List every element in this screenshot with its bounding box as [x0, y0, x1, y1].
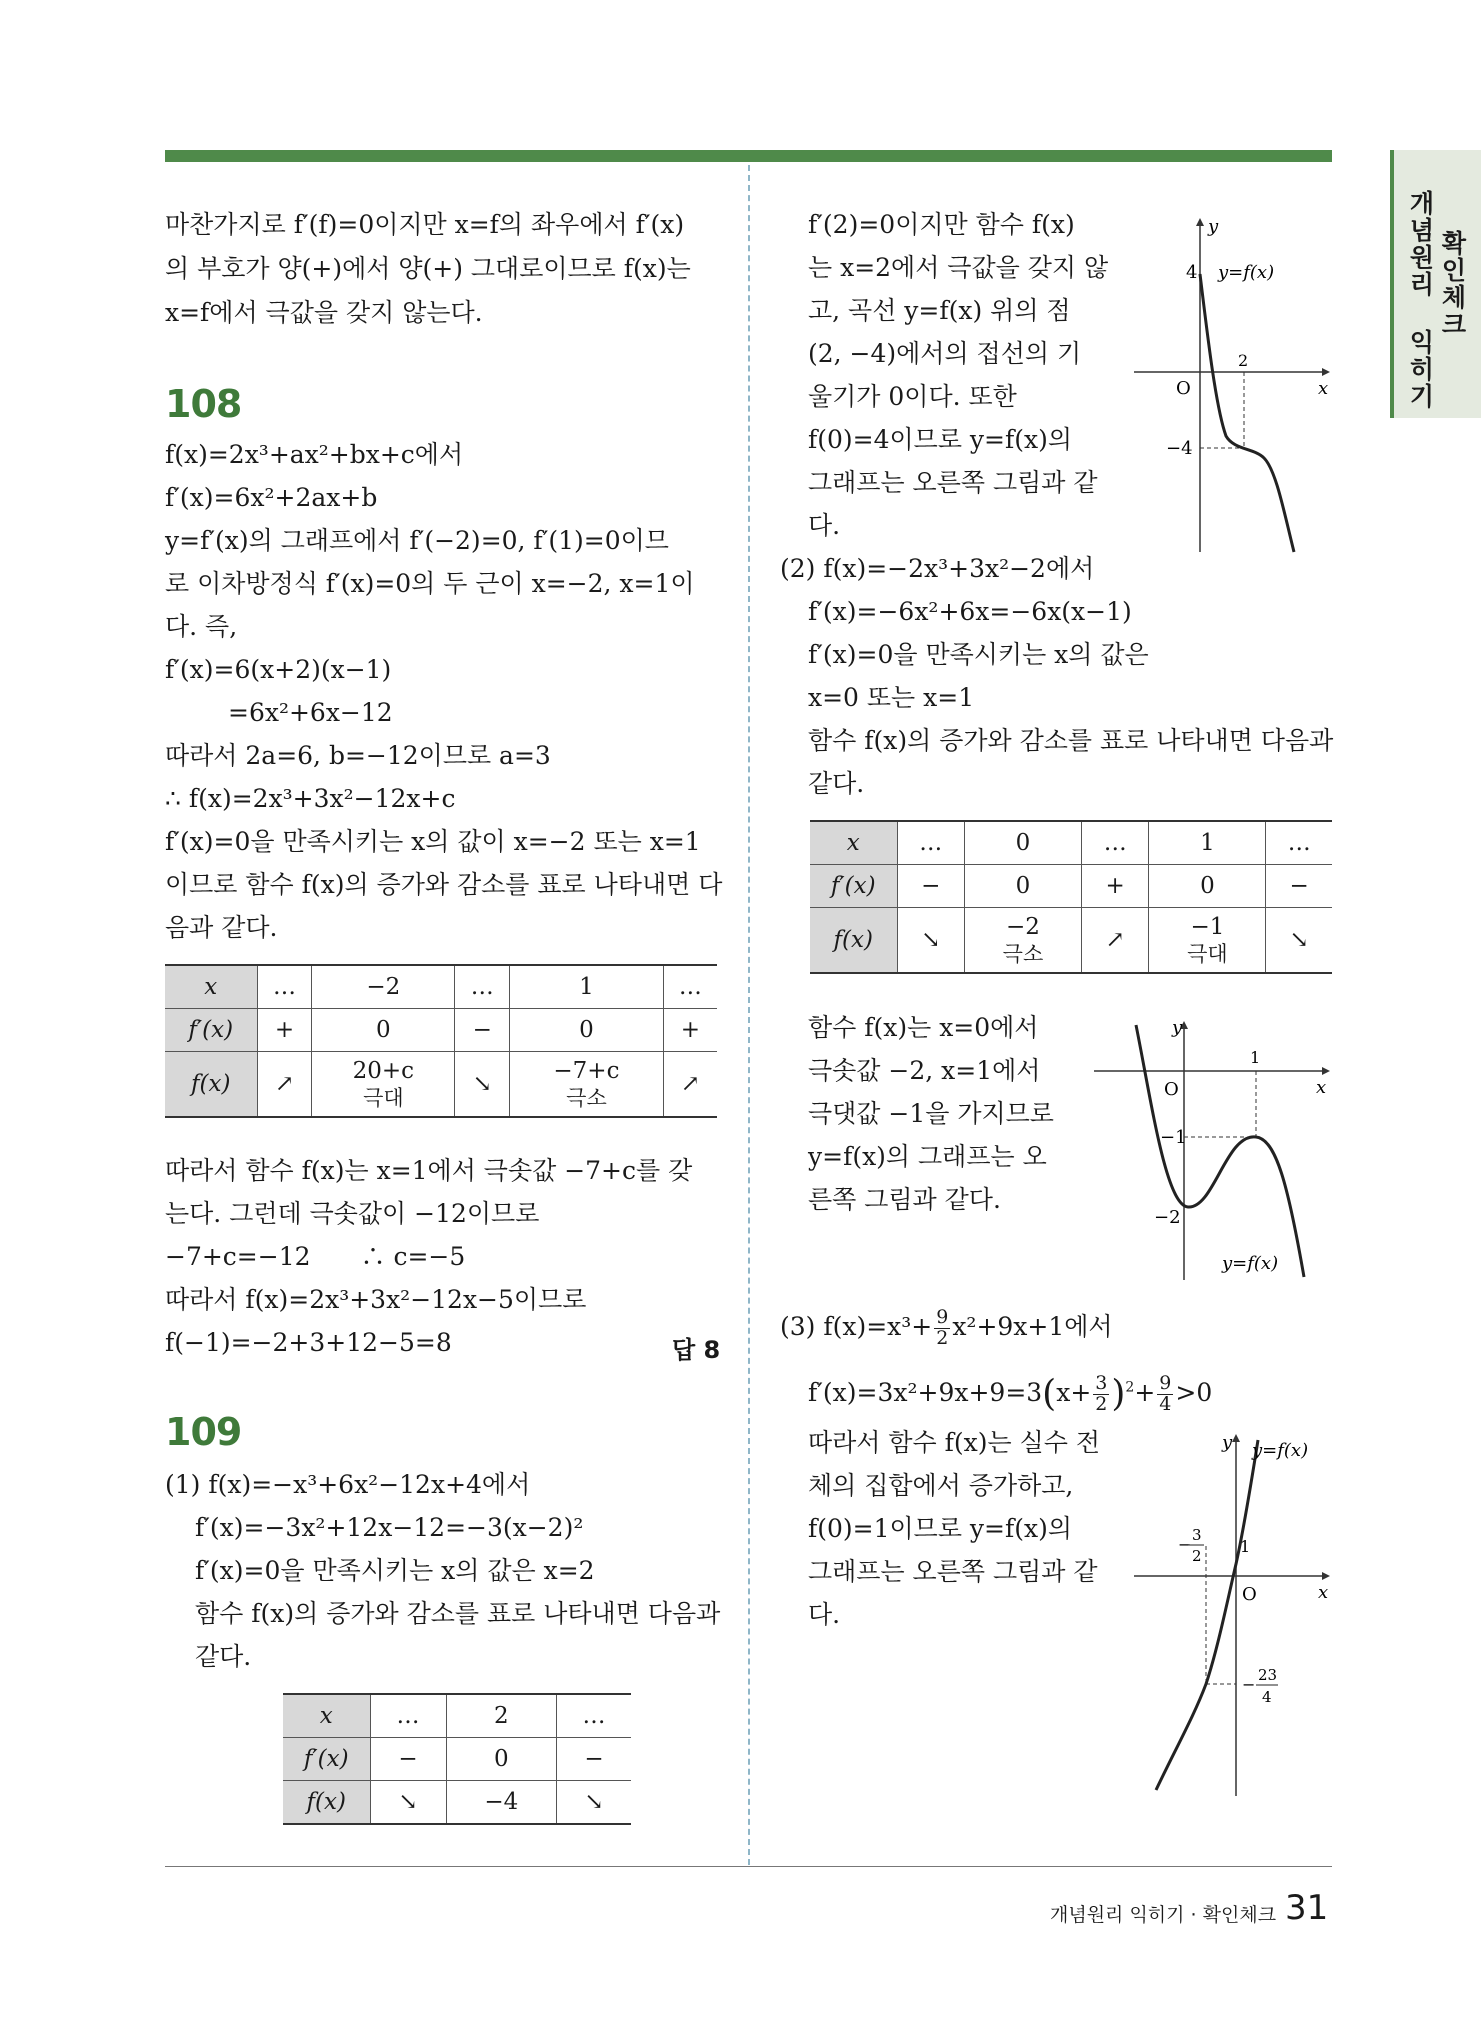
solution-line: 함수 f(x)의 증가와 감소를 표로 나타내면 다음과 [195, 1599, 721, 1628]
table-cell [1149, 908, 1266, 974]
tick-label: 1 [1250, 1048, 1261, 1067]
table-cell: f(x) [283, 1781, 370, 1825]
solution-line: 따라서 함수 f(x)는 x=1에서 극솟값 −7+c를 갖 [165, 1156, 693, 1185]
solution-line: 음과 같다. [165, 913, 278, 942]
formula-text: >0 [1175, 1377, 1213, 1407]
table-cell: … [370, 1694, 446, 1738]
intro-line: 마찬가지로 f′(f)=0이지만 x=f의 좌우에서 f′(x) [165, 210, 685, 239]
table-cell: x [165, 965, 257, 1009]
table-cell: 0 [446, 1738, 557, 1781]
solution-line: 그래프는 오른쪽 그림과 같 [808, 468, 1098, 497]
solution-line: (2) f(x)=−2x³+3x²−2에서 [780, 554, 1095, 583]
problem-number-109: 109 [165, 1410, 242, 1454]
curve [1156, 1440, 1258, 1790]
cell-value: −2 [1006, 913, 1040, 940]
x-axis-arrow [1322, 1572, 1330, 1580]
table-cell: x [283, 1694, 370, 1738]
table-cell: − [455, 1009, 510, 1052]
tick-fraction-den: 2 [1192, 1547, 1202, 1565]
table-cell: − [557, 1738, 631, 1781]
curve-label: y=f(x) [1222, 1253, 1279, 1274]
solution-line: f′(x)=−6x²+6x=−6x(x−1) [808, 597, 1132, 626]
table-cell: 2 [446, 1694, 557, 1738]
table-cell: f′(x) [165, 1009, 257, 1052]
solution-line: −7+c=−12 ∴ c=−5 [165, 1242, 466, 1271]
solution-line: y=f′(x)의 그래프에서 f′(−2)=0, f′(1)=0이므 [165, 526, 669, 555]
origin-label: O [1242, 1584, 1257, 1605]
solution-line: 그래프는 오른쪽 그림과 같 [808, 1557, 1098, 1586]
y-axis-arrow [1232, 1434, 1240, 1442]
solution-line: f′(x)=6(x+2)(x−1) [165, 655, 392, 684]
side-tab [1390, 150, 1481, 418]
intro-line: x=f에서 극값을 갖지 않는다. [165, 298, 483, 327]
cell-value: −1 [1190, 913, 1225, 940]
table-cell: ↗ [663, 1052, 717, 1118]
x-label: x [1318, 378, 1329, 399]
top-green-bar [165, 150, 1332, 162]
solution-line: f′(x)=0을 만족시키는 x의 값은 x=2 [195, 1556, 595, 1585]
solution-line: 따라서 함수 f(x)는 실수 전 [808, 1428, 1100, 1457]
x-label: x [1316, 1077, 1327, 1098]
y-axis-arrow [1196, 218, 1204, 226]
solution-line [808, 1374, 1212, 1415]
table-cell: 0 [965, 821, 1082, 865]
tick-fraction-num: 3 [1192, 1526, 1202, 1544]
origin-label: O [1164, 1079, 1179, 1100]
solution-line: f(0)=1이므로 y=f(x)의 [808, 1514, 1072, 1543]
table-cell: + [1081, 865, 1149, 908]
exponent: 2 [1125, 1379, 1135, 1396]
table-cell: … [663, 965, 717, 1009]
tick-label: 4 [1186, 262, 1198, 283]
tick-fraction-num: 23 [1258, 1666, 1278, 1684]
solution-line: 다. [808, 1600, 841, 1629]
table-cell: x [810, 821, 897, 865]
formula-text: + [1134, 1377, 1156, 1407]
table-cell: … [455, 965, 510, 1009]
solution-line: 다. [808, 511, 841, 540]
tick-fraction-den: 4 [1262, 1688, 1272, 1706]
tick-sign: − [1178, 1535, 1192, 1554]
solution-line: 따라서 f(x)=2x³+3x²−12x−5이므로 [165, 1285, 587, 1314]
y-label: y [1172, 1017, 1183, 1038]
table-cell: 0 [510, 1009, 663, 1052]
table-cell: f(x) [165, 1052, 257, 1118]
x-axis-arrow [1322, 1067, 1330, 1075]
solution-line: 같다. [808, 769, 865, 798]
cell-value: 20+c [352, 1057, 415, 1084]
solution-line: 따라서 2a=6, b=−12이므로 a=3 [165, 741, 551, 770]
table-cell: ↘ [1266, 908, 1332, 974]
fraction-denominator: 2 [936, 1326, 949, 1349]
table-cell [510, 1052, 663, 1118]
solution-line: f′(x)=0을 만족시키는 x의 값이 x=−2 또는 x=1 [165, 827, 701, 856]
table-cell: f′(x) [810, 865, 897, 908]
intro-line: 의 부호가 양(+)에서 양(+) 그대로이므로 f(x)는 [165, 254, 691, 283]
fraction [1157, 1374, 1173, 1415]
solution-line: 극솟값 −2, x=1에서 [808, 1056, 1041, 1085]
fraction-numerator: 9 [936, 1306, 949, 1328]
table-cell: ↘ [557, 1781, 631, 1825]
variation-table-108 [165, 964, 717, 1118]
tick-label: −1 [1160, 1127, 1187, 1148]
fraction-numerator: 3 [1095, 1372, 1108, 1394]
fraction-denominator: 2 [1095, 1392, 1108, 1415]
paren-close: ) [1111, 1373, 1126, 1415]
table-cell: … [557, 1694, 631, 1738]
curve-label: y=f(x) [1218, 262, 1275, 283]
footer-text: 개념원리 익히기 · 확인체크 [1050, 1904, 1277, 1926]
solution-line: 로 이차방정식 f′(x)=0의 두 근이 x=−2, x=1이 [165, 569, 695, 598]
solution-line: 다. 즉, [165, 612, 238, 641]
solution-line: y=f(x)의 그래프는 오 [808, 1142, 1047, 1171]
table-cell: − [1266, 865, 1332, 908]
table-cell: −2 [312, 965, 455, 1009]
table-cell: 0 [1149, 865, 1266, 908]
cell-value: −7+c [553, 1057, 620, 1084]
table-cell: f′(x) [283, 1738, 370, 1781]
tick-label: −2 [1154, 1207, 1181, 1228]
solution-line: 극댓값 −1을 가지므로 [808, 1099, 1054, 1128]
table-cell: f(x) [810, 908, 897, 974]
solution-line: f(x)=2x³+ax²+bx+c에서 [165, 440, 464, 469]
solution-line: f(0)=4이므로 y=f(x)의 [808, 425, 1072, 454]
table-cell: … [1081, 821, 1149, 865]
footer-rule [165, 1866, 1332, 1867]
table-cell: 1 [510, 965, 663, 1009]
table-cell: − [370, 1738, 446, 1781]
solution-line: ∴ f(x)=2x³+3x²−12x+c [165, 784, 456, 813]
formula-text: x²+9x+1에서 [952, 1311, 1113, 1341]
table-cell: 0 [312, 1009, 455, 1052]
cell-note: 극소 [1002, 942, 1044, 967]
solution-line: x=0 또는 x=1 [808, 683, 975, 712]
x-label: x [1318, 1582, 1329, 1603]
fraction-numerator: 9 [1159, 1372, 1172, 1394]
table-cell: −4 [446, 1781, 557, 1825]
table-cell: − [897, 865, 965, 908]
problem-number-108: 108 [165, 382, 242, 426]
solution-line [780, 1308, 1113, 1349]
cell-note: 극대 [1187, 942, 1228, 967]
solution-line: =6x²+6x−12 [228, 698, 393, 727]
formula-text: x+ [1056, 1377, 1092, 1407]
tick-sign: − [1242, 1675, 1256, 1694]
solution-line: 함수 f(x)는 x=0에서 [808, 1013, 1039, 1042]
table-cell: … [257, 965, 312, 1009]
solution-line: 른쪽 그림과 같다. [808, 1185, 1001, 1214]
y-label: y [1222, 1432, 1233, 1453]
solution-line: f(−1)=−2+3+12−5=8 [165, 1328, 452, 1357]
solution-line: f′(x)=6x²+2ax+b [165, 483, 378, 512]
table-cell: … [1266, 821, 1332, 865]
graph-1 [1130, 212, 1335, 557]
table-cell: ↘ [897, 908, 965, 974]
table-cell: 0 [965, 865, 1082, 908]
table-cell: … [897, 821, 965, 865]
cell-note: 극대 [363, 1086, 404, 1111]
table-cell: ↘ [370, 1781, 446, 1825]
tick-label: −4 [1166, 438, 1193, 459]
side-tab-title: 개념원리 익히기 [1406, 190, 1435, 410]
graph-3 [1130, 1428, 1335, 1800]
solution-line: 는다. 그런데 극솟값이 −12이므로 [165, 1199, 540, 1228]
fraction [1093, 1374, 1109, 1415]
solution-line: f′(x)=−3x²+12x−12=−3(x−2)² [195, 1513, 584, 1542]
formula-text: (3) f(x)=x³+ [780, 1311, 933, 1341]
side-tab-subtitle: 확인체크 [1438, 230, 1467, 338]
solution-line: 이므로 함수 f(x)의 증가와 감소를 표로 나타내면 다 [165, 870, 723, 899]
variation-table-109-1 [283, 1693, 631, 1825]
y-label: y [1208, 216, 1219, 237]
table-cell [965, 908, 1082, 974]
answer-label: 답 8 [672, 1336, 721, 1364]
page-number: 31 [1285, 1888, 1329, 1928]
tick-label: 2 [1238, 351, 1249, 370]
table-cell: ↗ [1081, 908, 1149, 974]
table-cell: ↘ [455, 1052, 510, 1118]
table-cell [312, 1052, 455, 1118]
formula-text: f′(x)=3x²+9x+9=3 [808, 1377, 1043, 1407]
fraction-denominator: 4 [1159, 1392, 1172, 1415]
solution-line: (1) f(x)=−x³+6x²−12x+4에서 [165, 1470, 531, 1499]
graph-2 [1090, 1015, 1335, 1285]
solution-line: 함수 f(x)의 증가와 감소를 표로 나타내면 다음과 [808, 726, 1334, 755]
variation-table-109-2 [810, 820, 1332, 974]
table-cell: ↗ [257, 1052, 312, 1118]
solution-line: (2, −4)에서의 접선의 기 [808, 339, 1082, 368]
column-divider [748, 165, 750, 1865]
solution-line: 울기가 0이다. 또한 [808, 382, 1017, 411]
table-cell: + [663, 1009, 717, 1052]
paren-open: ( [1042, 1373, 1057, 1415]
curve [1200, 274, 1294, 552]
tick-label: 1 [1240, 1537, 1251, 1556]
solution-line: f′(2)=0이지만 함수 f(x) [808, 210, 1075, 239]
solution-line: 체의 집합에서 증가하고, [808, 1471, 1074, 1500]
x-axis-arrow [1322, 368, 1330, 376]
fraction [934, 1308, 950, 1349]
origin-label: O [1176, 378, 1191, 399]
table-cell: 1 [1149, 821, 1266, 865]
curve [1136, 1025, 1304, 1277]
cell-note: 극소 [566, 1086, 607, 1111]
solution-line: 는 x=2에서 극값을 갖지 않 [808, 253, 1109, 282]
solution-line: 고, 곡선 y=f(x) 위의 점 [808, 296, 1071, 325]
curve-label: y=f(x) [1252, 1440, 1309, 1461]
table-cell: + [257, 1009, 312, 1052]
solution-line: 같다. [195, 1642, 252, 1671]
solution-line: f′(x)=0을 만족시키는 x의 값은 [808, 640, 1149, 669]
